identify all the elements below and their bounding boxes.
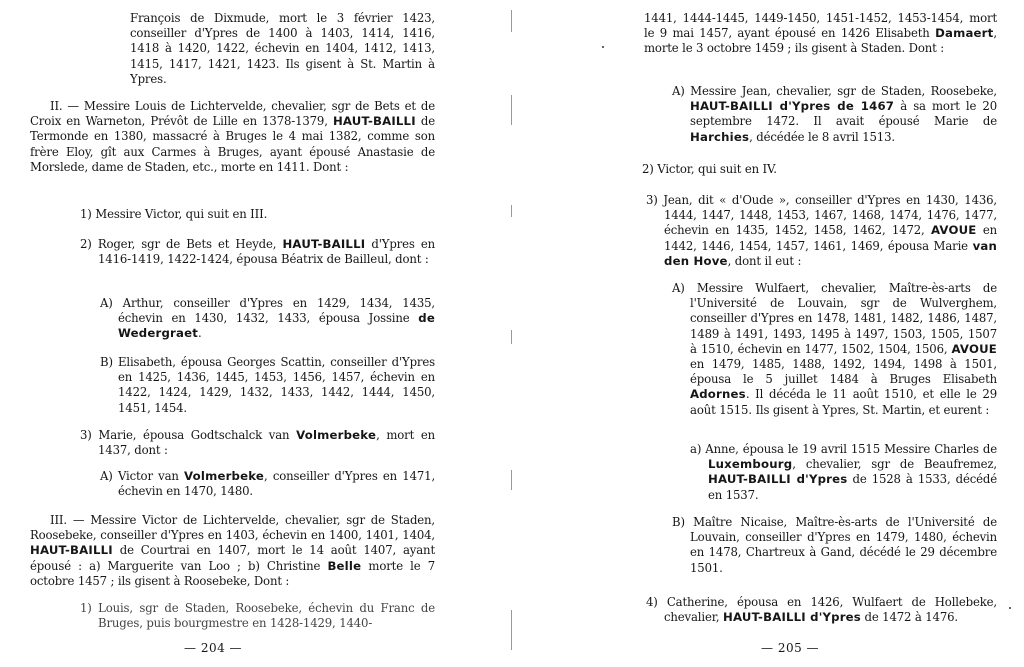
para-jean-oude: 3) Jean, dit « d'Oude », conseiller d'Ypres en 1430, 1436, 1444, 1447, 1448, 1453, 1467, 1468, 1474, 1476, 1477, échevin en 1435, 1452, 1458, 1462, 1472, AVOUE en 1442, 1446, 1454, 1457, 1461, 1469, épousa Marie van den Hove, dont il eut : [646,193,997,268]
right-page [514,0,1024,667]
para-francois: François de Dixmude, mort le 3 février 1423, conseiller d'Ypres de 1400 à 1403, 1414, 1416, 1418 à 1420, 1422, échevin en 1404, 1412, 1413, 1415, 1417, 1421, 1423. Ils gisent à St. Martin à Ypres. [130,11,435,86]
para-louis-2: 1) Louis, sgr de Staden, Roosebeke, échevin du Franc de Bruges, puis bourgmestre en 1428-1429, 1440- [80,601,435,631]
para-catherine: 4) Catherine, épousa en 1426, Wulfaert de Hollebeke, chevalier, HAUT-BAILLI d'Ypres de 1472 à 1476. [646,595,997,625]
para-anne: a) Anne, épousa le 19 avril 1515 Messire Charles de Luxembourg, chevalier, sgr de Beaufremez, HAUT-BAILLI d'Ypres de 1528 à 1533, décédé en 1537. [690,442,997,502]
para-victor-volmerbeke: A) Victor van Volmerbeke, conseiller d'Ypres en 1471, échevin en 1470, 1480. [100,469,436,499]
para-victor-iv: 2) Victor, qui suit en IV. [642,162,777,176]
para-roger: 2) Roger, sgr de Bets et Heyde, HAUT-BAILLI d'Ypres en 1416-1419, 1422-1424, épousa Béatrix de Bailleul, dont : [80,237,435,267]
para-continuation: 1441, 1444-1445, 1449-1450, 1451-1452, 1453-1454, mort le 9 mai 1457, ayant épousé en 1426 Elisabeth Damaert, morte le 3 octobre 1459 ; ils gisent à Staden. Dont : [644,11,997,56]
ink-speck [602,46,604,48]
para-marie: 3) Marie, épousa Godtschalck van Volmerbeke, mort en 1437, dont : [80,428,435,458]
para-nicaise: B) Maître Nicaise, Maître-ès-arts de l'Université de Louvain, conseiller d'Ypres en 1479, 1480, échevin en 1478, Chartreux à Gand, décédé le 29 décembre 1501. [672,515,997,575]
left-page [0,0,510,667]
para-victor-ref: 1) Messire Victor, qui suit en III. [80,207,268,221]
para-wulfaert: A) Messire Wulfaert, chevalier, Maître-ès-arts de l'Université de Louvain, sgr de Wulverghem, conseiller d'Ypres en 1478, 1481, 1482, 1486, 1487, 1489 à 1491, 1493, 1495 à 1497, 1503, 1505, 1507 à 1510, échevin en 1477, 1502, 1504, 1506, AVOUE en 1479, 1485, 1488, 1492, 1494, 1498 à 1501, épousa le 5 juillet 1484 à Bruges Elisabeth Adornes. Il décéda le 11 août 1510, et elle le 29 août 1515. Ils gisent à Ypres, St. Martin, et eurent : [672,281,997,417]
page-number-right: — 205 — [761,641,820,655]
para-arthur: A) Arthur, conseiller d'Ypres en 1429, 1434, 1435, échevin en 1430, 1432, 1433, épousa Jossine de Wedergraet. [100,296,435,341]
para-louis: II. — Messire Louis de Lichtervelde, chevalier, sgr de Bets et de Croix en Warneton, Prévôt de Lille en 1378-1379, HAUT-BAILLI de Termonde en 1380, massacré à Bruges le 4 mai 1382, comme son frère Eloy, gît aux Carmes à Bruges, ayant épousé Anastasie de Morslede, dame de Staden, etc., morte en 1411. Dont : [30,99,435,174]
para-victor-iii: III. — Messire Victor de Lichtervelde, chevalier, sgr de Staden, Roosebeke, conseiller d'Ypres en 1403, échevin en 1400, 1401, 1404, HAUT-BAILLI de Courtrai en 1407, mort le 14 août 1407, ayant épousé : a) Marguerite van Loo ; b) Christine Belle morte le 7 octobre 1457 ; ils gisent à Roosebeke, Dont : [30,513,435,588]
page-number-left: — 204 — [184,641,243,655]
para-jean-staden: A) Messire Jean, chevalier, sgr de Staden, Roosebeke, HAUT-BAILLI d'Ypres de 1467 à sa mort le 20 septembre 1472. Il avait épousé Marie de Harchies, décédée le 8 avril 1513. [672,84,997,144]
ink-speck [1009,607,1011,609]
para-elisabeth: B) Elisabeth, épousa Georges Scattin, conseiller d'Ypres en 1425, 1436, 1445, 1453, 1456, 1457, échevin en 1422, 1424, 1429, 1432, 1433, 1442, 1444, 1450, 1451, 1454. [100,355,435,415]
